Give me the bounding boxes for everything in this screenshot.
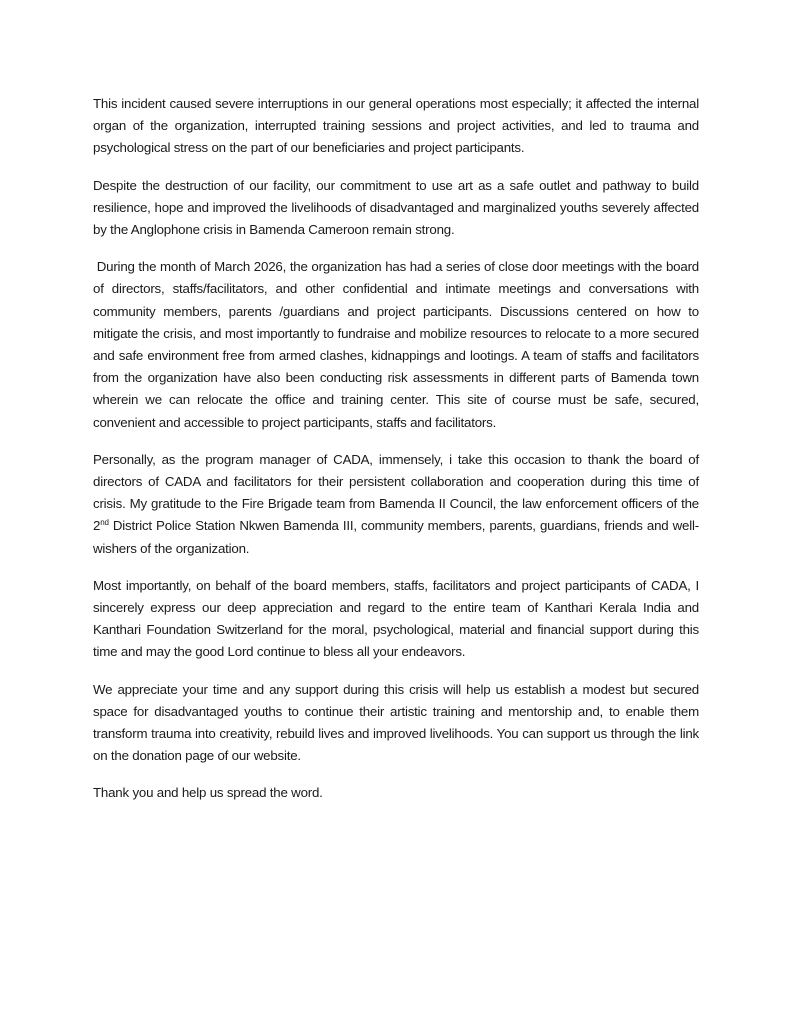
gratitude-text-part-1: Personally, as the program manager of CADA, immensely, i take this occasion to thank the board of directors of CADA and facilitators for their persistent collaboration and cooperation during this time of crisis. My gratitude to the Fire Brigade team from Bamenda II Council, the law enforcement officers of the 2 [93,451,699,534]
paragraph-commitment: Despite the destruction of our facility, our commitment to use art as a safe outlet and pathway to build resilience, hope and improved the livelihoods of disadvantaged and marginalized youths severely affected by the Anglophone crisis in Bamenda Cameroon remain strong. [93,177,699,238]
paragraph-march-meetings: During the month of March 2026, the organization has had a series of close door meetings with the board of directors, staffs/facilitators, and other confidential and intimate meetings and conversations with community members, parents /guardians and project participants. Discussions centered on how to mitigate the crisis, and most importantly to fundraise and mobilize resources to relocate to a more secured and safe environment free from armed clashes, kidnappings and lootings. A team of staffs and facilitators from the organization have also been conducting risk assessments in different parts of Bamenda town wherein we can relocate the office and training center. This site of course must be safe, secured, convenient and accessible to project participants, staffs and facilitators. [93,259,699,430]
gratitude-text-part-2: District Police Station Nkwen Bamenda III, community members, parents, guardians, friends and well-wishers of the organization. [93,518,699,556]
paragraph-support-appeal: We appreciate your time and any support during this crisis will help us establish a modest but secured space for disadvantaged youths to continue their artistic training and mentorship and, to enable them transform trauma into creativity, rebuild lives and improved livelihoods. You can support us through the link on the donation page of our website. [93,681,699,764]
ordinal-suffix: nd [100,518,109,528]
paragraph-appreciation-kanthari: Most importantly, on behalf of the board members, staffs, facilitators and project participants of CADA, I sincerely express our deep appreciation and regard to the entire team of Kanthari Kerala India and Kanthari Foundation Switzerland for the moral, psychological, material and financial support during this time and may the good Lord continue to bless all your endeavors. [93,577,699,660]
paragraph-closing: Thank you and help us spread the word. [93,785,323,801]
paragraph-incident-impact: This incident caused severe interruptions in our general operations most especially; it affected the internal organ of the organization, interrupted training sessions and project activities, and led to trauma and psychological stress on the part of our beneficiaries and project participants. [93,96,699,156]
paragraph-gratitude [93,449,699,560]
document-page [93,93,699,820]
